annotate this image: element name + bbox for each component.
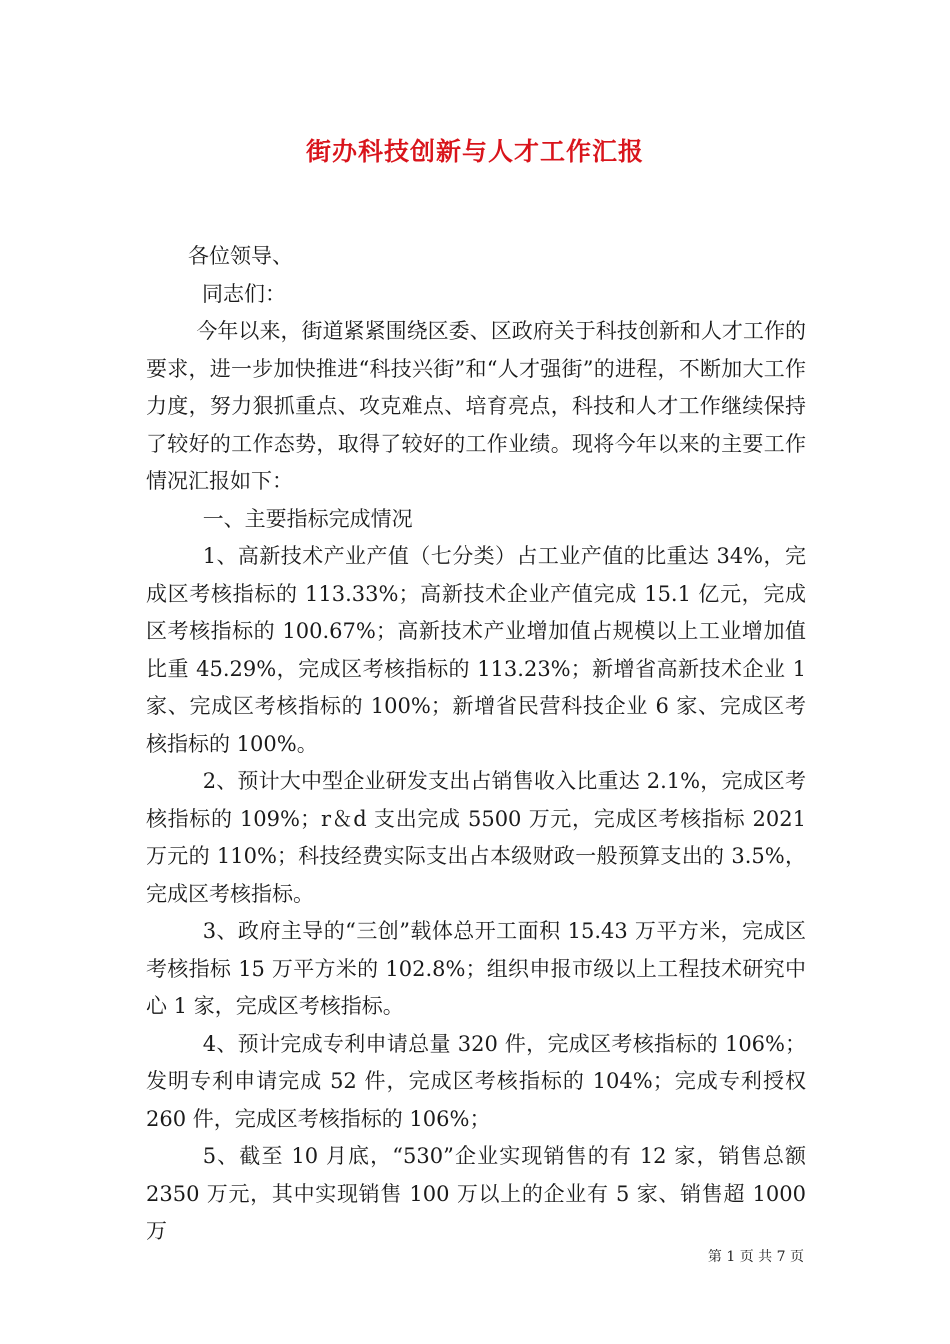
salutation-comrades: 同志们： (202, 281, 286, 306)
document-body (146, 238, 806, 1251)
section-heading: 一、主要指标完成情况 (202, 506, 413, 531)
page-number: 第 1 页 共 7 页 (707, 1249, 804, 1265)
salutation-leaders: 各位领导、 (188, 244, 293, 268)
paragraph-item-2: 2、预计大中型企业研发支出占销售收入比重达 2.1%，完成区考核指标的 109%；r＆d 支出完成 5500 万元，完成区考核指标 2021 万元的 110%；科技经费实际支出占本级财政一般预算支出的 3.5%，完成区考核指标。 (146, 769, 806, 906)
paragraph-item-3: 3、政府主导的“三创”载体总开工面积 15.43 万平方米，完成区考核指标 15 万平方米的 102.8%；组织申报市级以上工程技术研究中心 1 家，完成区考核指标。 (146, 919, 806, 1018)
paragraph-item-1: 1、高新技术产业产值（七分类）占工业产值的比重达 34%，完成区考核指标的 113.33%；高新技术企业产值完成 15.1 亿元，完成区考核指标的 100.67%；高新技术产业增加值占规模以上工业增加值比重 45.29%，完成区考核指标的 113.23%；新增省高新技术企业 1 家、完成区考核指标的 100%；新增省民营科技企业 6 家、完成区考核指标的 100%。 (146, 544, 806, 756)
paragraph-item-5: 5、截至 10 月底，“530”企业实现销售的有 12 家，销售总额 2350 万元，其中实现销售 100 万以上的企业有 5 家、销售超 1000 万 (146, 1144, 806, 1243)
document-title: 街办科技创新与人才工作汇报 (305, 137, 644, 166)
paragraph-item-4: 4、预计完成专利申请总量 320 件，完成区考核指标的 106%；发明专利申请完成 52 件，完成区考核指标的 104%；完成专利授权 260 件，完成区考核指标的 106%； (146, 1031, 806, 1131)
intro-paragraph: 今年以来，街道紧紧围绕区委、区政府关于科技创新和人才工作的要求，进一步加快推进“科技兴街”和“人才强街”的进程，不断加大工作力度，努力狠抓重点、攻克难点、培育亮点，科技和人才工作继续保持了较好的工作态势，取得了较好的工作业绩。现将今年以来的主要工作情况汇报如下： (146, 319, 806, 493)
